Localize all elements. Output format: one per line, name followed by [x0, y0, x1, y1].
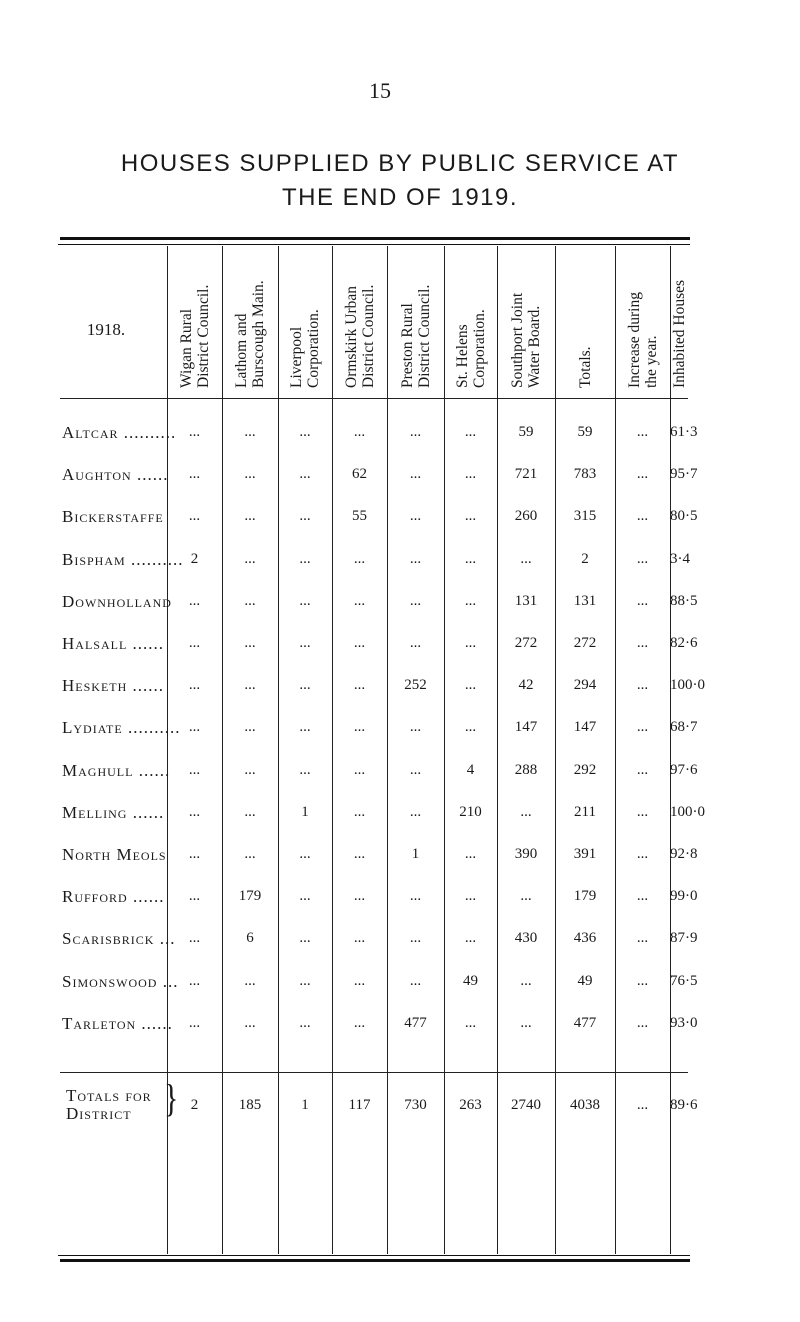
- table-cell: ...: [353, 888, 366, 905]
- row-label-name: Downholland: [62, 591, 172, 611]
- column-header-line: Corporation.: [470, 309, 488, 388]
- table-cell: 2: [581, 550, 589, 567]
- column-header-line: Totals.: [576, 346, 594, 388]
- table-cell: 436: [573, 930, 597, 947]
- column-header: [167, 250, 222, 390]
- table-cell: ...: [299, 635, 311, 651]
- row-label-name: Rufford: [62, 887, 128, 907]
- table-cell: ...: [464, 719, 477, 736]
- column-header: [615, 250, 670, 390]
- table-cell: ...: [353, 719, 366, 736]
- column-header: [444, 250, 497, 390]
- table-cell: ...: [464, 635, 477, 651]
- column-header-line: Lathom and: [233, 313, 250, 388]
- table-cell: 477: [573, 1014, 597, 1031]
- table-cell: 131: [514, 592, 538, 609]
- table-cell: ...: [299, 508, 311, 525]
- table-cell: ...: [244, 466, 256, 483]
- column-header-text: [399, 285, 433, 388]
- totals-rule: [60, 1072, 688, 1073]
- table-cell: 210: [459, 803, 482, 820]
- row-label-name: Bispham: [62, 549, 126, 569]
- column-header-line: Liverpool: [288, 326, 305, 388]
- table-cell: 3·4: [670, 550, 690, 567]
- table-cell: 76·5: [670, 972, 698, 989]
- totals-cell: 263: [459, 1097, 482, 1113]
- table-cell: ...: [464, 550, 477, 567]
- table-cell: 92·8: [670, 846, 698, 862]
- column-header-line: District Council.: [415, 284, 433, 388]
- table-cell: 80·5: [670, 508, 698, 525]
- row-label-name: Halsall: [62, 634, 128, 653]
- table-cell: ...: [636, 550, 649, 567]
- column-header: [278, 250, 332, 390]
- table-cell: ...: [520, 1014, 532, 1031]
- row-label-name: Hesketh: [62, 676, 128, 696]
- row-label-name: Simonswood: [62, 971, 158, 991]
- row-label-name: Bickerstaffe: [62, 507, 164, 527]
- row-label-name: Aughton: [62, 465, 132, 485]
- totals-cell: ...: [636, 1097, 649, 1113]
- table-cell: ...: [299, 719, 311, 736]
- table-cell: ...: [409, 635, 422, 651]
- table-cell: 430: [514, 930, 538, 947]
- row-label-dots: ......: [131, 465, 169, 485]
- column-header: [332, 250, 387, 390]
- row-label-dots: ..........: [122, 718, 181, 738]
- table-cell: ...: [636, 677, 649, 694]
- table-cell: ...: [299, 888, 311, 905]
- column-header: [497, 250, 555, 390]
- table-cell: ...: [520, 888, 532, 905]
- table-cell: 1: [411, 846, 420, 862]
- column-header-line: Ormskirk Urban: [342, 285, 360, 388]
- table-cell: ...: [244, 719, 256, 736]
- column-header-line: District Council.: [359, 284, 377, 388]
- column-header-text: [288, 309, 322, 388]
- table-cell: 147: [573, 719, 597, 736]
- table-cell: 288: [514, 761, 538, 778]
- table-cell: ...: [409, 972, 422, 989]
- totals-brace: }: [164, 1077, 179, 1121]
- table-cell: ...: [244, 972, 256, 989]
- table-cell: ...: [299, 677, 311, 694]
- table-cell: 179: [238, 888, 262, 905]
- table-cell: ...: [464, 1014, 477, 1031]
- table-cell: 2: [190, 550, 199, 567]
- column-header-text: [178, 285, 212, 388]
- table-cell: 55: [352, 508, 367, 525]
- table-cell: ...: [299, 592, 311, 609]
- houses-supply-table: [60, 237, 705, 1262]
- column-header-line: St. Helens: [453, 324, 471, 388]
- table-cell: ...: [520, 972, 532, 989]
- table-cell: ...: [636, 846, 649, 862]
- table-cell: ...: [353, 424, 366, 440]
- table-cell: ...: [244, 592, 256, 609]
- totals-cell: 730: [404, 1097, 427, 1113]
- table-cell: ...: [299, 761, 311, 778]
- table-cell: 42: [518, 677, 534, 694]
- table-cell: 100·0: [670, 677, 705, 694]
- table-cell: ...: [353, 635, 366, 651]
- table-cell: ...: [299, 846, 311, 862]
- row-label: [62, 676, 164, 696]
- row-label: [62, 465, 168, 485]
- table-cell: 292: [573, 761, 597, 778]
- table-cell: ...: [188, 972, 201, 989]
- row-label-name: Scarisbrick: [62, 929, 155, 949]
- table-cell: ...: [353, 972, 366, 989]
- table-cell: 315: [573, 508, 597, 525]
- table-cell: ...: [409, 466, 422, 483]
- table-cell: ...: [636, 803, 649, 820]
- column-header-line: Preston Rural: [398, 303, 416, 388]
- table-cell: ...: [244, 803, 256, 820]
- table-cell: 131: [573, 592, 597, 609]
- row-label: [62, 929, 175, 949]
- table-cell: ...: [636, 466, 649, 483]
- table-cell: ...: [464, 888, 477, 905]
- row-label-dots: ......: [127, 676, 165, 696]
- table-cell: ...: [409, 592, 422, 609]
- row-label-dots: ......: [127, 887, 165, 907]
- row-label-name: Altcar: [62, 423, 119, 442]
- column-header-text: [577, 346, 594, 388]
- table-cell: ...: [299, 930, 311, 947]
- table-cell: ...: [464, 592, 477, 609]
- table-cell: ...: [244, 550, 256, 567]
- row-label-name: Lydiate: [62, 718, 123, 738]
- row-label: [62, 550, 183, 570]
- table-cell: ...: [636, 592, 649, 609]
- table-cell: ...: [409, 930, 422, 947]
- table-cell: ...: [520, 550, 532, 567]
- column-header-text: [454, 309, 488, 388]
- row-label: [62, 507, 164, 527]
- row-label: [62, 972, 178, 992]
- table-cell: 477: [404, 1014, 427, 1031]
- totals-label-line-2: District: [66, 1104, 132, 1123]
- table-cell: 87·9: [670, 930, 698, 947]
- title-line-2: THE END OF 1919.: [281, 184, 519, 211]
- header-rule: [60, 398, 688, 399]
- table-cell: ...: [409, 424, 422, 440]
- table-cell: ...: [244, 635, 256, 651]
- page-number: 15: [369, 78, 391, 103]
- row-label-dots: ..........: [118, 423, 177, 442]
- column-header-line: the year.: [642, 335, 660, 388]
- table-cell: ...: [299, 550, 311, 567]
- table-cell: 1: [301, 803, 309, 820]
- table-cell: ...: [188, 635, 201, 651]
- table-cell: ...: [409, 888, 422, 905]
- table-cell: ...: [353, 846, 366, 862]
- row-label: [62, 803, 164, 823]
- column-header-line: Burscough Main.: [250, 280, 267, 388]
- table-cell: 6: [246, 930, 254, 947]
- table-cell: ...: [353, 803, 366, 820]
- table-cell: ...: [188, 888, 201, 905]
- table-cell: ...: [409, 761, 422, 778]
- row-label: [62, 423, 176, 443]
- table-cell: ...: [244, 1014, 256, 1031]
- row-label: [62, 634, 164, 654]
- table-cell: 95·7: [670, 466, 698, 483]
- table-cell: 82·6: [670, 635, 698, 651]
- table-cell: 272: [514, 635, 538, 651]
- table-cell: ...: [188, 424, 201, 440]
- table-cell: ...: [636, 719, 649, 736]
- table-cell: ...: [299, 1014, 311, 1031]
- table-cell: 390: [514, 846, 538, 862]
- table-cell: ...: [464, 930, 477, 947]
- row-label: [62, 1014, 173, 1034]
- table-cell: ...: [188, 592, 201, 609]
- table-cell: ...: [244, 677, 256, 694]
- totals-cell: 4038: [570, 1097, 600, 1113]
- table-cell: 147: [514, 719, 538, 736]
- column-header: [555, 250, 615, 390]
- table-cell: ...: [409, 508, 422, 525]
- table-cell: ...: [464, 466, 477, 483]
- table-cell: ...: [188, 677, 201, 694]
- table-cell: ...: [299, 466, 311, 483]
- table-cell: ...: [188, 846, 201, 862]
- table-cell: 88·5: [670, 592, 698, 609]
- table-cell: ...: [464, 677, 477, 694]
- column-header-text: [509, 293, 543, 388]
- row-label-name: Melling: [62, 802, 128, 822]
- table-cell: ...: [464, 508, 477, 525]
- table-cell: 49: [463, 972, 478, 989]
- table-cell: 97·6: [670, 761, 698, 778]
- row-label-dots: ...: [157, 971, 179, 991]
- table-cell: 252: [404, 677, 427, 694]
- page-title: [60, 147, 740, 215]
- row-label-name: Maghull: [62, 760, 134, 780]
- table-cell: ...: [636, 888, 649, 905]
- table-cell: ...: [520, 803, 532, 820]
- row-label-dots: ...: [154, 929, 176, 949]
- totals-label-line-1: Totals for: [66, 1086, 152, 1105]
- table-cell: 59: [518, 424, 534, 440]
- column-header-line: Southport Joint: [509, 292, 526, 388]
- table-cell: 68·7: [670, 719, 698, 736]
- row-label: [62, 887, 164, 907]
- row-label-name: North Meols: [62, 845, 167, 864]
- totals-cell: 117: [348, 1097, 371, 1113]
- table-cell: ...: [636, 972, 649, 989]
- row-label: [62, 718, 180, 738]
- table-cell: ...: [188, 508, 201, 525]
- table-cell: 59: [577, 424, 593, 440]
- totals-cell: 2740: [511, 1097, 541, 1113]
- row-label-dots: ......: [127, 634, 165, 653]
- table-cell: ...: [636, 635, 649, 651]
- table-cell: ...: [636, 930, 649, 947]
- column-header-line: District Council.: [194, 284, 212, 388]
- column-header-line: Corporation.: [305, 309, 322, 388]
- row-label: [62, 592, 172, 612]
- column-header-line: Increase during: [625, 292, 643, 388]
- table-cell: ...: [636, 1014, 649, 1031]
- row-label-dots: ......: [127, 802, 165, 822]
- table-cell: 211: [574, 803, 596, 820]
- row-label-dots: ..........: [125, 549, 184, 569]
- table-cell: ...: [188, 930, 201, 947]
- table-cell: ...: [188, 719, 201, 736]
- table-cell: ...: [244, 508, 256, 525]
- title-line-1: HOUSES SUPPLIED BY PUBLIC SERVICE AT: [120, 150, 680, 177]
- table-cell: ...: [188, 761, 201, 778]
- table-cell: ...: [353, 592, 366, 609]
- table-cell: ...: [244, 761, 256, 778]
- table-cell: ...: [244, 846, 256, 862]
- table-cell: ...: [636, 424, 649, 440]
- table-cell: 100·0: [670, 803, 705, 820]
- table-cell: ...: [409, 803, 422, 820]
- table-cell: 721: [514, 466, 538, 483]
- table-cell: 4: [466, 761, 475, 778]
- table-cell: ...: [636, 761, 649, 778]
- table-cell: 61·3: [670, 424, 698, 440]
- column-header-text: [343, 285, 377, 388]
- table-cell: 49: [577, 972, 593, 989]
- table-cell: ...: [353, 930, 366, 947]
- table-cell: 294: [573, 677, 597, 694]
- table-cell: ...: [409, 550, 422, 567]
- column-header-text: [670, 280, 688, 388]
- table-cell: ...: [299, 972, 311, 989]
- table-cell: ...: [409, 719, 422, 736]
- totals-label: [66, 1087, 152, 1123]
- table-cell: ...: [244, 424, 256, 440]
- column-header-text: [233, 280, 267, 388]
- table-cell: ...: [188, 466, 201, 483]
- table-cell: 260: [514, 508, 538, 525]
- table-cell: ...: [464, 846, 477, 862]
- table-cell: 391: [573, 846, 597, 862]
- column-header: [670, 250, 688, 390]
- totals-cell: 89·6: [670, 1097, 698, 1113]
- table-cell: 179: [573, 888, 597, 905]
- row-label: [62, 845, 167, 865]
- column-header-line: Wigan Rural: [177, 308, 195, 388]
- totals-cell: 1: [301, 1097, 309, 1113]
- row-label-dots: ......: [136, 1013, 173, 1033]
- table-cell: 783: [573, 466, 597, 483]
- column-header: [222, 250, 278, 390]
- table-cell: ...: [353, 550, 366, 567]
- column-header: [387, 250, 444, 390]
- column-header-line: Water Board.: [526, 305, 543, 388]
- table-cell: ...: [353, 1014, 366, 1031]
- table-cell: ...: [353, 677, 366, 694]
- totals-cell: 2: [190, 1097, 199, 1113]
- row-label: [62, 761, 170, 781]
- table-cell: 272: [573, 635, 597, 651]
- table-cell: 62: [352, 466, 367, 483]
- year-label: 1918.: [86, 320, 126, 339]
- column-header-text: [626, 292, 660, 388]
- column-header-line: Inhabited Houses: [670, 279, 688, 388]
- table-cell: 93·0: [670, 1014, 698, 1031]
- table-cell: ...: [188, 1014, 201, 1031]
- table-cell: ...: [188, 803, 201, 820]
- table-cell: ...: [353, 761, 366, 778]
- table-cell: ...: [299, 424, 311, 440]
- row-label-name: Tarleton: [62, 1013, 137, 1033]
- table-cell: 99·0: [670, 888, 698, 905]
- table-cell: ...: [636, 508, 649, 525]
- totals-cell: 185: [238, 1097, 262, 1113]
- table-cell: ...: [464, 424, 477, 440]
- row-label-dots: ......: [133, 760, 171, 780]
